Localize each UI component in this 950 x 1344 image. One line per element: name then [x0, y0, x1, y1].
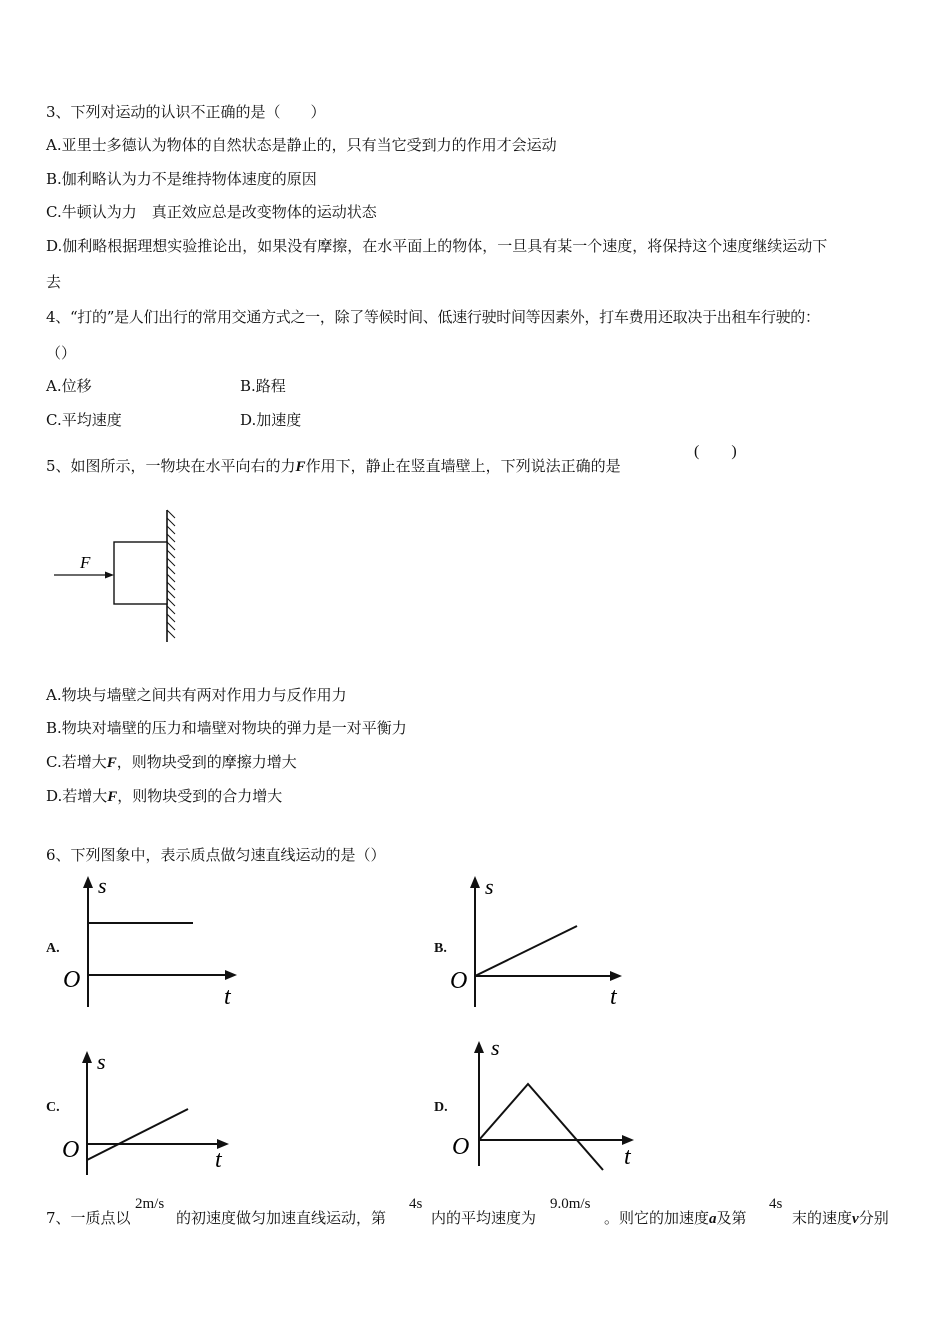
graph-b-y-label: s — [485, 874, 494, 899]
q4-option-a: A.位移 — [46, 377, 92, 395]
q3-option-c: C.牛顿认为力 真正效应总是改变物体的运动状态 — [46, 203, 377, 221]
graph-d-label: D. — [434, 1100, 448, 1115]
q7-var-a: a — [709, 1211, 717, 1227]
q3-option-d-line1: D.伽利略根据理想实验推论出，如果没有摩擦，在水平面上的物体，一旦具有某一个速度，将保持这个速度继续运动下 — [46, 237, 828, 255]
q7-initial-velocity: 2m/s — [135, 1196, 165, 1212]
force-wall-figure — [50, 505, 190, 650]
q7-part-2: 的初速度做匀加速直线运动，第 — [176, 1209, 387, 1227]
q4-stem: 4、“打的”是人们出行的常用交通方式之一，除了等候时间、低速行驶时间等因素外，打车费用还取决于出租车行驶的： — [46, 308, 820, 326]
graph-b-x-label: t — [610, 984, 617, 1010]
q7-part-4 — [604, 1208, 747, 1229]
graph-d-origin: O — [452, 1134, 470, 1160]
q3-option-d-line2: 去 — [46, 273, 62, 291]
graph-b — [448, 870, 638, 1015]
graph-a-y-label: s — [98, 873, 107, 898]
q7-part-7-text: 分别 — [858, 1209, 889, 1227]
q5-option-a: A.物块与墙壁之间共有两对作用力与反作用力 — [46, 686, 347, 704]
graph-a — [60, 870, 250, 1015]
force-label: F — [80, 553, 91, 572]
q7-part-6 — [792, 1208, 889, 1229]
q7-part-4-text: 。则它的加速度 — [604, 1209, 710, 1227]
q5-stem-pre: 5、如图所示，一物块在水平向右的力 — [46, 457, 296, 475]
q7-part-5-text: 及第 — [716, 1209, 747, 1227]
q7-time-2: 4s — [769, 1196, 783, 1212]
graph-d-x-label: t — [624, 1144, 631, 1170]
q7-part-3: 内的平均速度为 — [431, 1209, 537, 1227]
graph-b-series — [475, 926, 577, 976]
graph-a-x-label: t — [224, 984, 231, 1010]
q4-paren: （） — [46, 344, 77, 362]
q5-option-b: B.物块对墙壁的压力和墙壁对物块的弹力是一对平衡力 — [46, 719, 407, 737]
block — [114, 542, 167, 604]
q3-option-a: A.亚里士多德认为物体的自然状态是静止的，只有当它受到力的作用才会运动 — [46, 136, 557, 154]
q5-d-var: F — [107, 789, 118, 805]
graph-c — [60, 1040, 250, 1180]
q5-d-post: ，则物块受到的合力增大 — [117, 787, 283, 805]
q6-stem: 6、下列图象中，表示质点做匀速直线运动的是（） — [46, 846, 386, 864]
q4-option-c: C.平均速度 — [46, 411, 122, 429]
q7-part-1: 7、一质点以 — [46, 1209, 131, 1227]
q7-var-v: v — [852, 1211, 859, 1227]
q5-c-var: F — [106, 755, 117, 771]
graph-c-series — [87, 1109, 188, 1160]
q4-option-d: D.加速度 — [240, 411, 302, 429]
graph-a-origin: O — [63, 967, 81, 993]
q5-option-c — [46, 752, 297, 773]
q5-stem-post: 作用下，静止在竖直墙壁上，下列说法正确的是 — [305, 457, 621, 475]
graph-a-label: A. — [46, 941, 60, 956]
q3-option-b: B.伽利略认为力不是维持物体速度的原因 — [46, 170, 317, 188]
graph-b-origin: O — [450, 968, 468, 994]
q7-part-6-text: 末的速度 — [792, 1209, 853, 1227]
graph-c-label: C. — [46, 1100, 60, 1115]
q3-stem: 3、下列对运动的认识不正确的是（ ） — [46, 103, 326, 121]
q5-stem-var: F — [295, 459, 306, 475]
graph-c-origin: O — [62, 1137, 80, 1163]
q5-stem — [46, 456, 621, 477]
q5-d-pre: D.若增大 — [46, 787, 108, 805]
graph-c-x-label: t — [215, 1147, 222, 1173]
q7-time-1: 4s — [409, 1196, 423, 1212]
graph-d-y-label: s — [491, 1035, 500, 1060]
graph-d-series — [479, 1084, 603, 1170]
wall-hatching — [167, 510, 175, 638]
q5-c-post: ，则物块受到的摩擦力增大 — [116, 753, 297, 771]
graph-d — [448, 1030, 648, 1180]
q5-paren: ( ) — [694, 443, 737, 460]
q5-option-d — [46, 786, 282, 807]
graph-b-label: B. — [434, 941, 447, 956]
q4-option-b: B.路程 — [240, 377, 286, 395]
q7-average-velocity: 9.0m/s — [550, 1196, 591, 1212]
graph-c-y-label: s — [97, 1049, 106, 1074]
q5-c-pre: C.若增大 — [46, 753, 107, 771]
